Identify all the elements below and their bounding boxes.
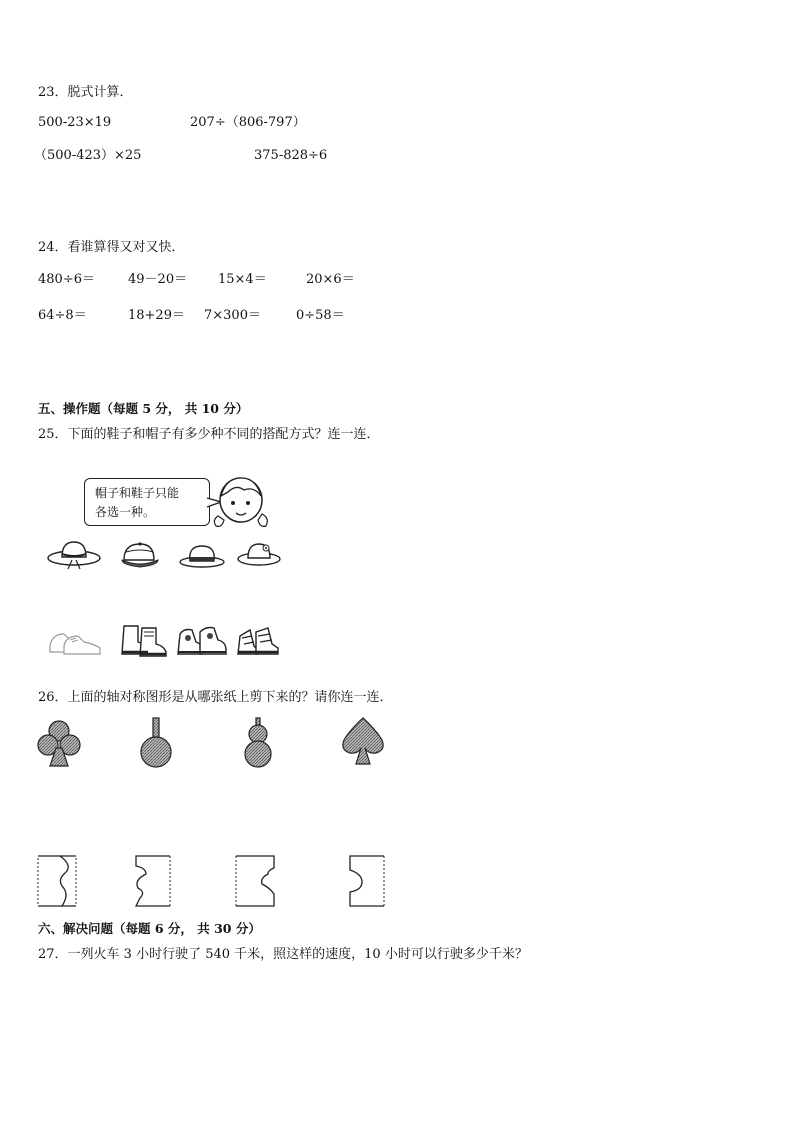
boot-icon (118, 622, 170, 660)
bubble-line-1: 帽子和鞋子只能 (95, 486, 180, 500)
q24-r2-c3: 7×300＝ (204, 308, 261, 323)
girl-face-icon (210, 470, 272, 532)
high-top-shoe-icon (176, 624, 228, 658)
q24-title: 24．看谁算得又对又快． (38, 240, 185, 255)
paper-cut-right-icon (130, 854, 172, 908)
spade-icon (340, 716, 386, 768)
q23-item-1: 500-23×19 (38, 115, 112, 130)
q24-r1-c2: 49－20＝ (128, 272, 188, 287)
q23-item-4: 375-828÷6 (254, 148, 328, 163)
paper-cut-left-icon (36, 854, 78, 908)
section-5-heading: 五、操作题（每题 5 分， 共 10 分） (38, 401, 249, 416)
q24-r2-c1: 64÷8＝ (38, 308, 87, 323)
q24-r1-c1: 480÷6＝ (38, 272, 95, 287)
q24-r2-c2: 18+29＝ (128, 308, 185, 323)
q24-r1-c3: 15×4＝ (218, 272, 267, 287)
q23-item-2: 207÷（806-797） (190, 115, 306, 130)
cap-icon (118, 538, 162, 572)
q23-title: 23．脱式计算． (38, 85, 133, 100)
bubble-line-2: 各选一种。 (95, 505, 156, 519)
q23-item-3: （500-423）×25 (34, 148, 142, 163)
paper-cut-right-round-icon (344, 854, 388, 908)
fedora-icon (178, 542, 226, 570)
section-6-heading: 六、解决问题（每题 6 分， 共 30 分） (38, 921, 261, 936)
paper-cut-left-small-icon (234, 854, 278, 908)
sneaker-icon (46, 626, 104, 658)
club-icon (36, 718, 82, 770)
q24-r1-c4: 20×6＝ (306, 272, 355, 287)
round-flask-icon (138, 716, 174, 770)
flower-hat-icon (236, 538, 282, 570)
q25-title: 25．下面的鞋子和帽子有多少种不同的搭配方式？连一连． (38, 427, 380, 442)
sandal-icon (236, 624, 280, 660)
q24-r2-c4: 0÷58＝ (296, 308, 345, 323)
gourd-icon (240, 716, 276, 770)
q26-title: 26．上面的轴对称图形是从哪张纸上剪下来的？请你连一连． (38, 690, 393, 705)
speech-bubble (84, 478, 210, 526)
q27-title: 27．一列火车 3 小时行驶了 540 千米，照这样的速度，10 小时可以行驶多少千米？ (38, 947, 528, 962)
sun-hat-icon (46, 536, 102, 572)
